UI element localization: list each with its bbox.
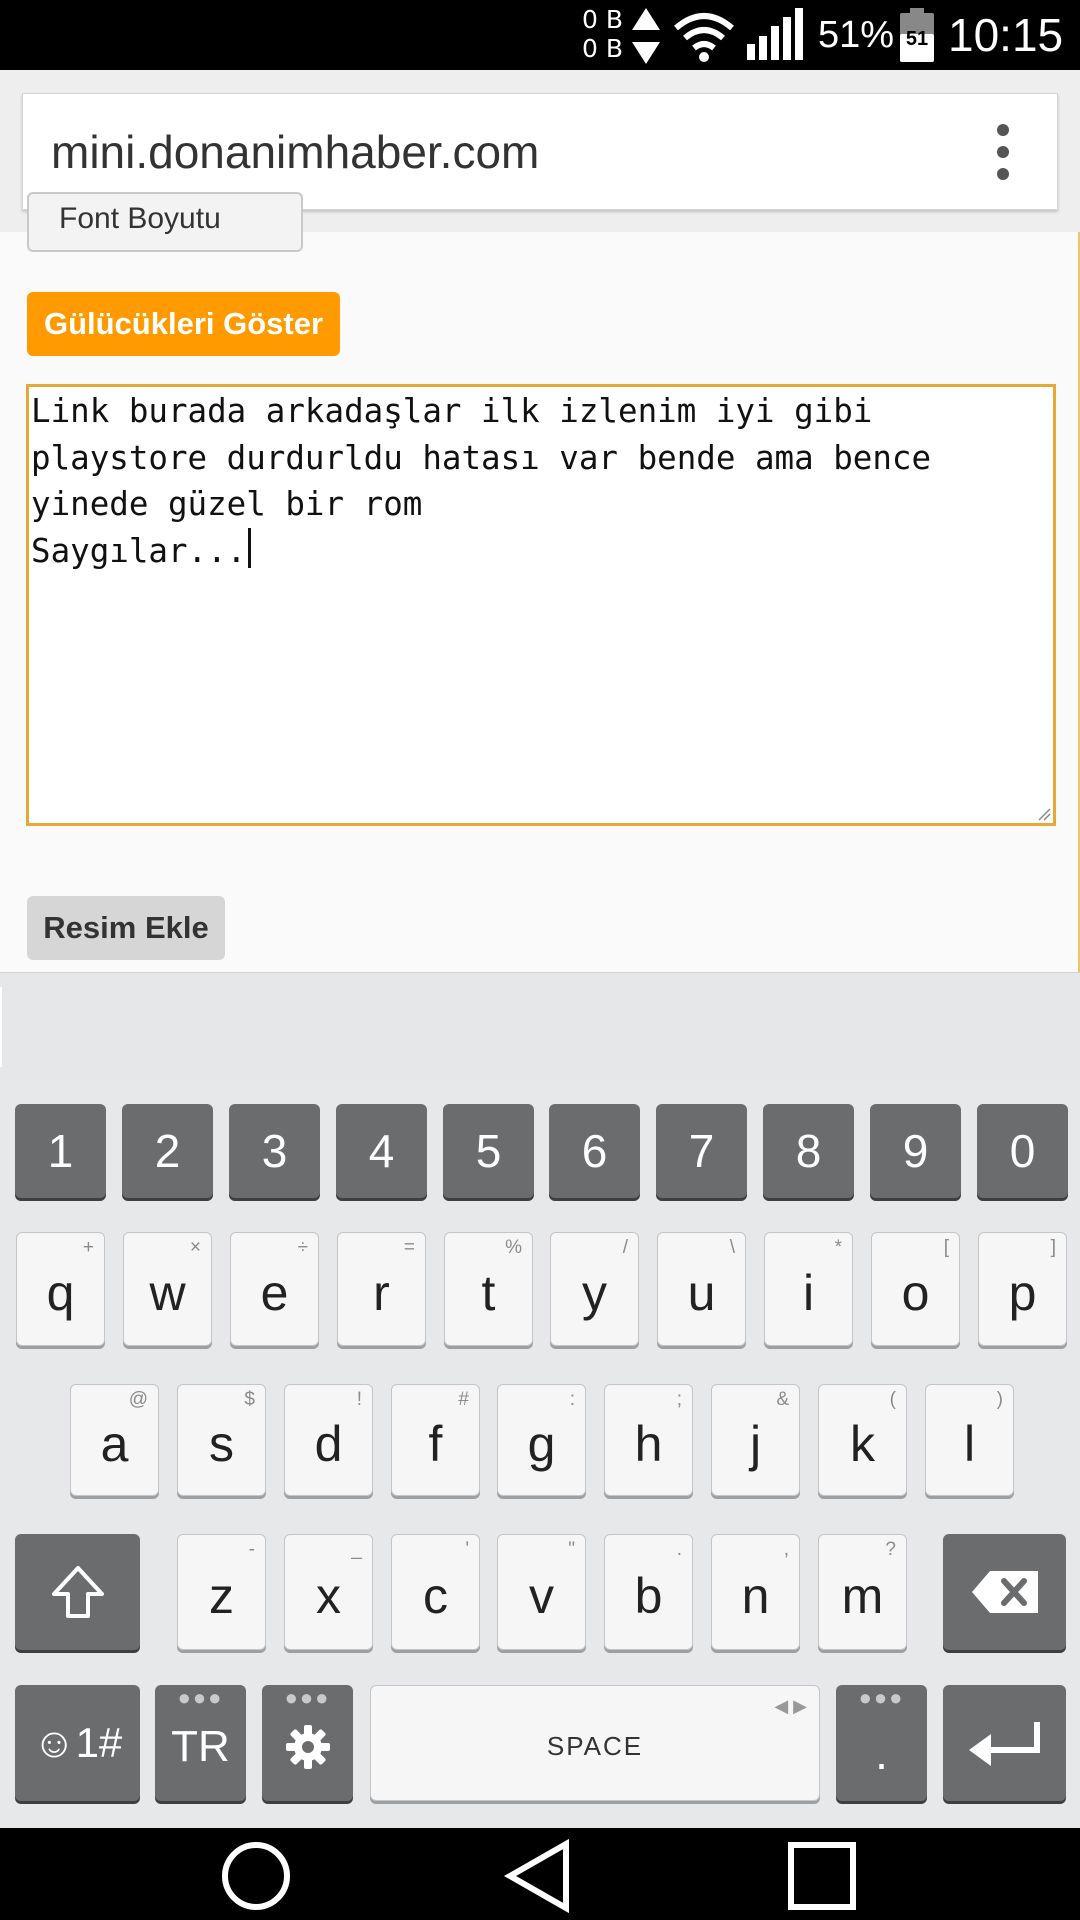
language-key[interactable]: ●●● TR [155,1685,246,1801]
navigation-bar [0,1828,1080,1920]
key-b[interactable]: b . [604,1534,693,1650]
recents-icon[interactable] [786,1840,858,1912]
key-q[interactable]: q + [16,1232,105,1346]
key-i[interactable]: i * [764,1232,853,1346]
enter-key[interactable] [943,1685,1066,1801]
key-n[interactable]: n , [711,1534,800,1650]
key-z[interactable]: z - [177,1534,266,1650]
key-2[interactable]: 2 [122,1104,213,1198]
data-up-text: 0 B [582,5,624,34]
data-rate [582,6,623,64]
key-c[interactable]: c ' [391,1534,480,1650]
battery-icon [900,8,934,62]
message-text: Link burada arkadaşlar ilk izlenim iyi gibi playstore durdurldu hatası var bende ama bence yinede güzel bir rom Saygılar... [31,392,932,570]
key-4[interactable]: 4 [336,1104,427,1198]
key-g[interactable]: g : [497,1384,586,1496]
settings-key[interactable] [262,1685,353,1801]
key-h[interactable]: h ; [604,1384,693,1496]
key-7[interactable]: 7 [656,1104,747,1198]
status-bar [0,0,1080,70]
key-8[interactable]: 8 [763,1104,854,1198]
data-down-text: 0 B [582,34,624,63]
key-0[interactable]: 0 [977,1104,1068,1198]
font-size-select[interactable]: Font Boyutu [27,192,303,252]
message-textarea[interactable] [26,384,1056,826]
backspace-icon [970,1569,1040,1615]
more-vert-icon[interactable] [988,122,1018,182]
shift-icon [50,1564,106,1620]
arrow-up-icon [632,8,660,32]
more-dots: ●●● [177,1685,224,1710]
key-k[interactable]: k ( [818,1384,907,1496]
back-icon[interactable] [504,1840,576,1912]
signal-icon [745,8,805,62]
key-y[interactable]: y / [550,1232,639,1346]
battery-level-text: 51 [905,28,929,50]
gear-icon [284,1723,332,1771]
backspace-key[interactable] [943,1534,1066,1650]
key-t[interactable]: t % [444,1232,533,1346]
key-s[interactable]: s $ [177,1384,266,1496]
more-dots: ●●● [284,1685,331,1710]
page-content [0,202,1080,972]
battery-percent: 51% [818,14,895,56]
key-w[interactable]: w × [123,1232,212,1346]
resize-grip-icon[interactable] [1035,805,1051,821]
wifi-icon [672,10,736,64]
key-5[interactable]: 5 [443,1104,534,1198]
key-u[interactable]: u \ [657,1232,746,1346]
key-a[interactable]: a @ [70,1384,159,1496]
shift-key[interactable] [15,1534,140,1650]
key-1[interactable]: 1 [15,1104,106,1198]
key-o[interactable]: o [ [871,1232,960,1346]
enter-icon [967,1718,1043,1768]
key-6[interactable]: 6 [549,1104,640,1198]
key-9[interactable]: 9 [870,1104,961,1198]
url-text[interactable]: mini.donanimhaber.com [51,126,540,178]
key-r[interactable]: r = [337,1232,426,1346]
text-caret [248,528,251,568]
key-p[interactable]: p ] [978,1232,1067,1346]
key-j[interactable]: j & [711,1384,800,1496]
key-d[interactable]: d ! [284,1384,373,1496]
key-f[interactable]: f # [391,1384,480,1496]
cursor-arrows-icon: ◀ ▶ [774,1696,807,1716]
arrow-down-icon [632,40,660,64]
space-key[interactable]: ◀ ▶ SPACE [370,1685,820,1801]
key-x[interactable]: x _ [284,1534,373,1650]
key-3[interactable]: 3 [229,1104,320,1198]
key-v[interactable]: v " [497,1534,586,1650]
more-dots: ●●● [858,1685,905,1710]
key-e[interactable]: e ÷ [230,1232,319,1346]
suggestion-strip[interactable] [0,972,1080,1080]
key-l[interactable]: l ) [925,1384,1014,1496]
suggestion-divider [0,987,2,1067]
keyboard [0,1080,1080,1828]
key-m[interactable]: m ? [818,1534,907,1650]
show-smileys-button[interactable]: Gülücükleri Göster [27,292,340,356]
home-icon[interactable] [220,1840,292,1912]
period-key[interactable]: ●●● . [836,1685,927,1801]
clock: 10:15 [948,9,1064,61]
add-image-button[interactable]: Resim Ekle [27,896,225,960]
symbols-key[interactable]: ☺1# [15,1685,140,1801]
